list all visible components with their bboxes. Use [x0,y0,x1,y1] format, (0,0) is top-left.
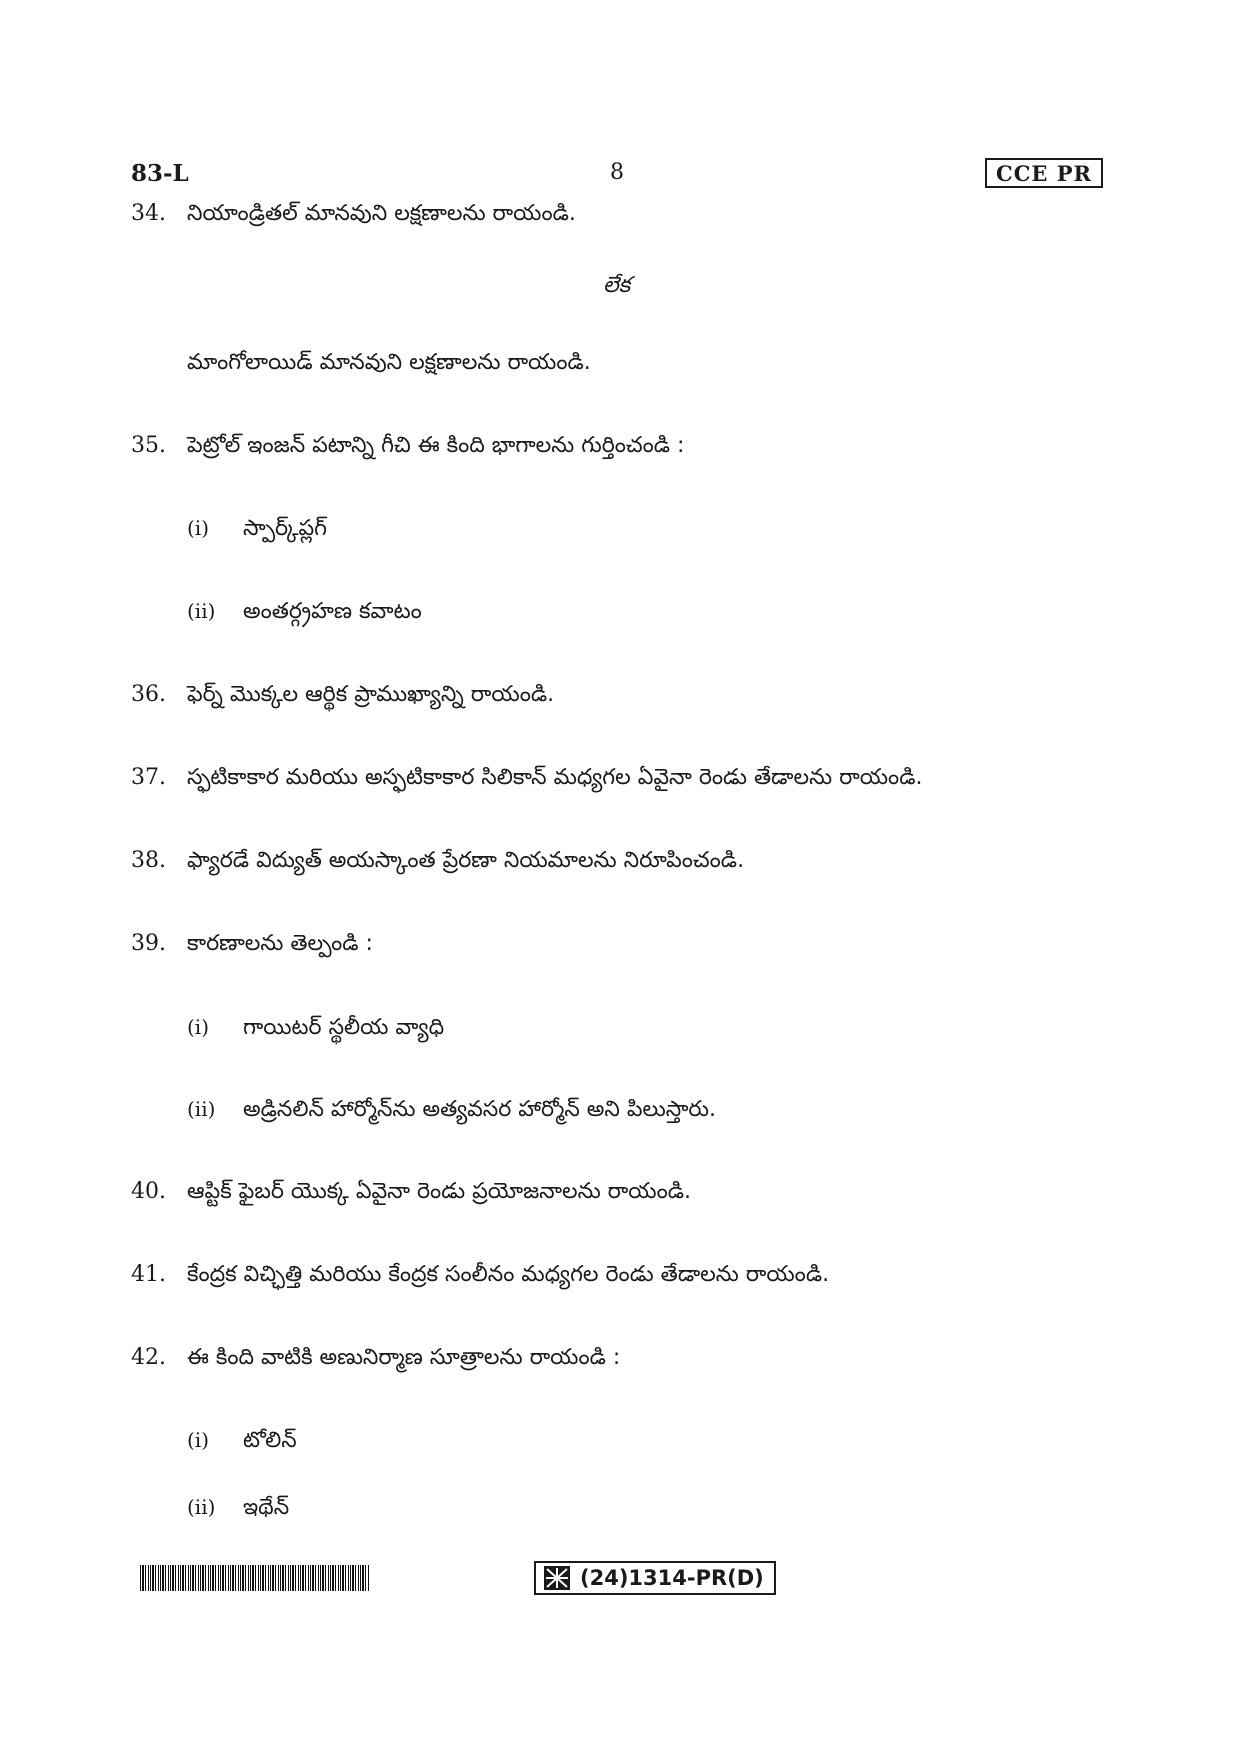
question-35-ii [187,596,422,627]
question-text: కారణాలను తెల్పండి : [187,931,373,956]
sub-question-number: (ii) [187,1495,216,1519]
question-number: 42. [131,1345,166,1370]
sub-question-text: గాయిటర్ స్థలీయ వ్యాధి [243,1015,445,1040]
question-36 [131,680,554,710]
question-text: ఈ కింది వాటికి అణునిర్మాణ సూత్రాలను రాయండి : [187,1345,621,1370]
question-number: 37. [131,765,166,790]
question-34-alt [187,348,591,378]
question-number: 41. [131,1262,166,1287]
question-text: మాంగోలాయిడ్ మానవుని లక్షణాలను రాయండి. [187,350,591,375]
question-number: 36. [131,682,166,707]
question-38 [131,846,744,876]
paper-code-box [534,1561,776,1595]
question-text: నియాండ్రిత‌ల్ మానవుని లక్షణాలను రాయండి. [187,201,576,226]
sub-question-number: (ii) [187,1097,216,1121]
sub-question-text: అంతర్గ్రహణ కవాటం [243,599,422,624]
sub-question-text: టోలిన్ [243,1428,297,1453]
question-42-ii [187,1492,289,1523]
question-40 [131,1177,691,1207]
question-number: 34. [131,201,166,226]
paper-code-icon [544,1566,570,1590]
sub-question-text: ఇథేన్ [243,1495,290,1520]
question-41 [131,1260,829,1290]
question-text: ఫెర్న్ మొక్కల ఆర్థిక ప్రాముఖ్యాన్ని రాయండి. [187,682,555,707]
question-text: కేంద్రక విచ్ఛిత్తి మరియు కేంద్రక సంలీనం మధ్యగల రెండు తేడాలను రాయండి. [187,1262,830,1287]
sub-question-text: అడ్రినలిన్ హార్మోన్‌ను అత్యవసర హార్మోన్ అని పిలుస్తారు. [243,1097,717,1122]
question-text: ఫ్యారడే విద్యుత్ అయస్కాంత ప్రేరణా నియమాలను నిరూపించండి. [187,848,745,873]
question-text: స్ఫటికాకార మరియు అస్ఫటికాకార సిలికాన్ మధ్యగల ఏవైనా రెండు తేడాలను రాయండి. [187,765,923,790]
sub-question-text: స్పార్క్‌ప్లగ్ [243,516,327,541]
question-text: పెట్రోల్ ఇంజన్ పటాన్ని గీచి ఈ కింది భాగాలను గుర్తించండి : [187,433,685,458]
paper-code: (24)1314-PR(D) [580,1566,764,1590]
question-text: ఆప్టిక్ ఫైబర్ యొక్క ఏవైనా రెండు ప్రయోజనాలను రాయండి. [187,1179,692,1204]
page-number: 8 [610,160,624,185]
question-39-ii [187,1094,716,1125]
sub-question-number: (i) [187,516,210,540]
question-number: 35. [131,433,166,458]
question-39 [131,929,373,959]
question-42 [131,1343,620,1373]
or-separator: లేక [603,273,631,298]
barcode [140,1565,370,1591]
question-35-i [187,513,327,544]
subject-code: 83-L [131,160,189,187]
sub-question-number: (i) [187,1428,210,1452]
exam-type-badge: CCE PR [985,158,1103,188]
question-37 [131,763,922,793]
question-34 [131,199,576,229]
sub-question-number: (ii) [187,599,216,623]
question-39-i [187,1012,444,1043]
question-42-i [187,1425,297,1456]
question-number: 38. [131,848,166,873]
question-number: 40. [131,1179,166,1204]
question-35 [131,431,684,461]
sub-question-number: (i) [187,1015,210,1039]
question-number: 39. [131,931,166,956]
